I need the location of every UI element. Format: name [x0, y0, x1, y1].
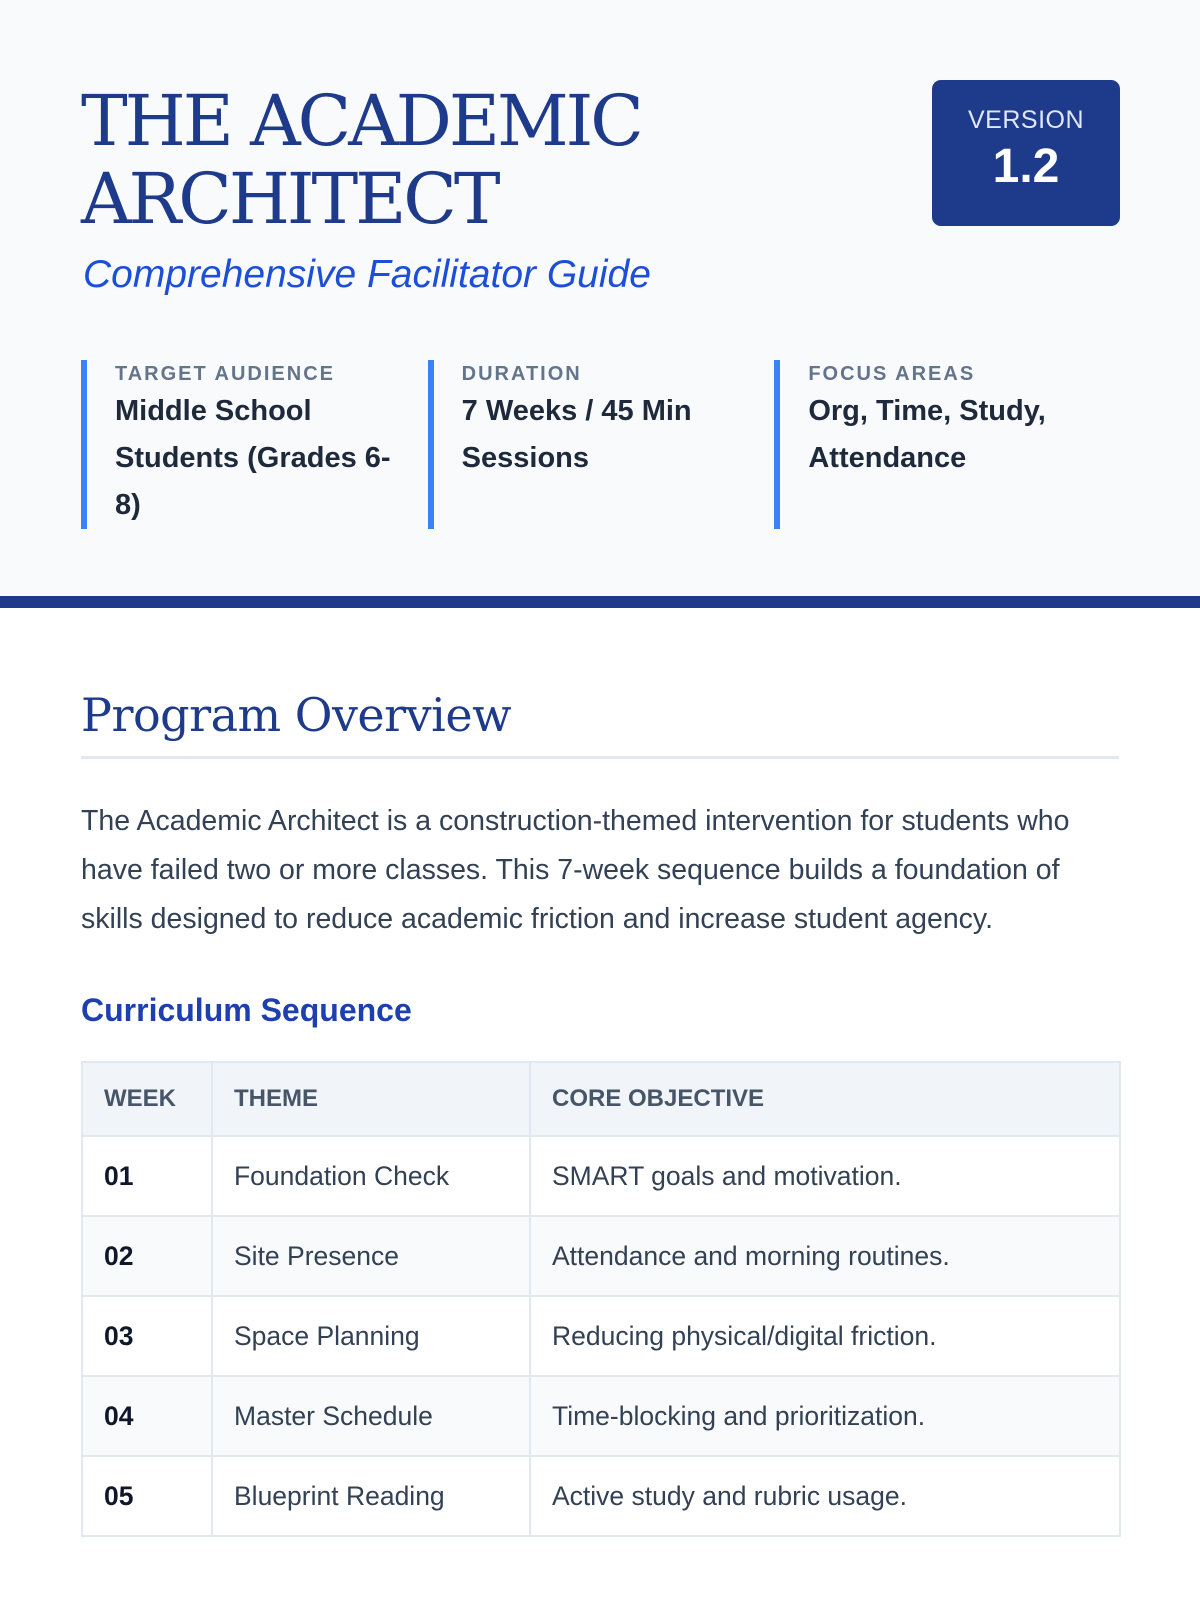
table-row	[82, 1216, 1120, 1296]
table-header-row	[82, 1062, 1120, 1136]
cell-theme: Site Presence	[212, 1216, 530, 1296]
table-row	[82, 1136, 1120, 1216]
cell-objective: SMART goals and motivation.	[530, 1136, 1120, 1216]
cell-theme: Blueprint Reading	[212, 1456, 530, 1536]
document-title: THE ACADEMIC ARCHITECT	[81, 80, 641, 240]
meta-value: Org, Time, Study, Attendance	[808, 395, 1046, 474]
cell-objective: Time-blocking and prioritization.	[530, 1376, 1120, 1456]
cell-objective: Active study and rubric usage.	[530, 1456, 1120, 1536]
version-badge	[932, 80, 1120, 226]
meta-info-row	[81, 360, 1121, 529]
cell-objective: Reducing physical/digital friction.	[530, 1296, 1120, 1376]
cell-objective: Attendance and morning routines.	[530, 1216, 1120, 1296]
curriculum-table	[81, 1061, 1121, 1537]
cell-theme: Foundation Check	[212, 1136, 530, 1216]
table-row	[82, 1376, 1120, 1456]
cell-theme: Space Planning	[212, 1296, 530, 1376]
meta-label: FOCUS AREAS	[808, 363, 976, 385]
cell-week: 04	[82, 1376, 212, 1456]
section-title-overview: Program Overview	[81, 688, 1119, 759]
section-title-curriculum: Curriculum Sequence	[81, 992, 412, 1028]
version-label: VERSION	[967, 106, 1085, 134]
meta-value: 7 Weeks / 45 Min Sessions	[461, 395, 692, 474]
cell-week: 05	[82, 1456, 212, 1536]
meta-value: Middle School Students (Grades 6-8)	[115, 395, 391, 521]
cell-week: 01	[82, 1136, 212, 1216]
meta-label: TARGET AUDIENCE	[115, 363, 335, 385]
meta-focus-areas	[774, 360, 1121, 529]
cell-week: 02	[82, 1216, 212, 1296]
version-number: 1.2	[992, 140, 1060, 193]
cell-theme: Master Schedule	[212, 1376, 530, 1456]
cell-week: 03	[82, 1296, 212, 1376]
table-row	[82, 1456, 1120, 1536]
column-header-week: WEEK	[82, 1062, 212, 1136]
guide-header	[0, 0, 1200, 608]
meta-duration	[428, 360, 775, 529]
overview-paragraph: The Academic Architect is a construction-themed intervention for students who have failed two or more classes. This 7-week sequence builds a foundation of skills designed to reduce academic friction and increase student agency.	[81, 805, 1070, 935]
document-subtitle: Comprehensive Facilitator Guide	[83, 253, 651, 296]
column-header-theme: THEME	[212, 1062, 530, 1136]
column-header-objective: CORE OBJECTIVE	[530, 1062, 1120, 1136]
meta-label: DURATION	[461, 363, 582, 385]
meta-target-audience	[81, 360, 428, 529]
table-row	[82, 1296, 1120, 1376]
main-content	[0, 688, 1200, 1537]
